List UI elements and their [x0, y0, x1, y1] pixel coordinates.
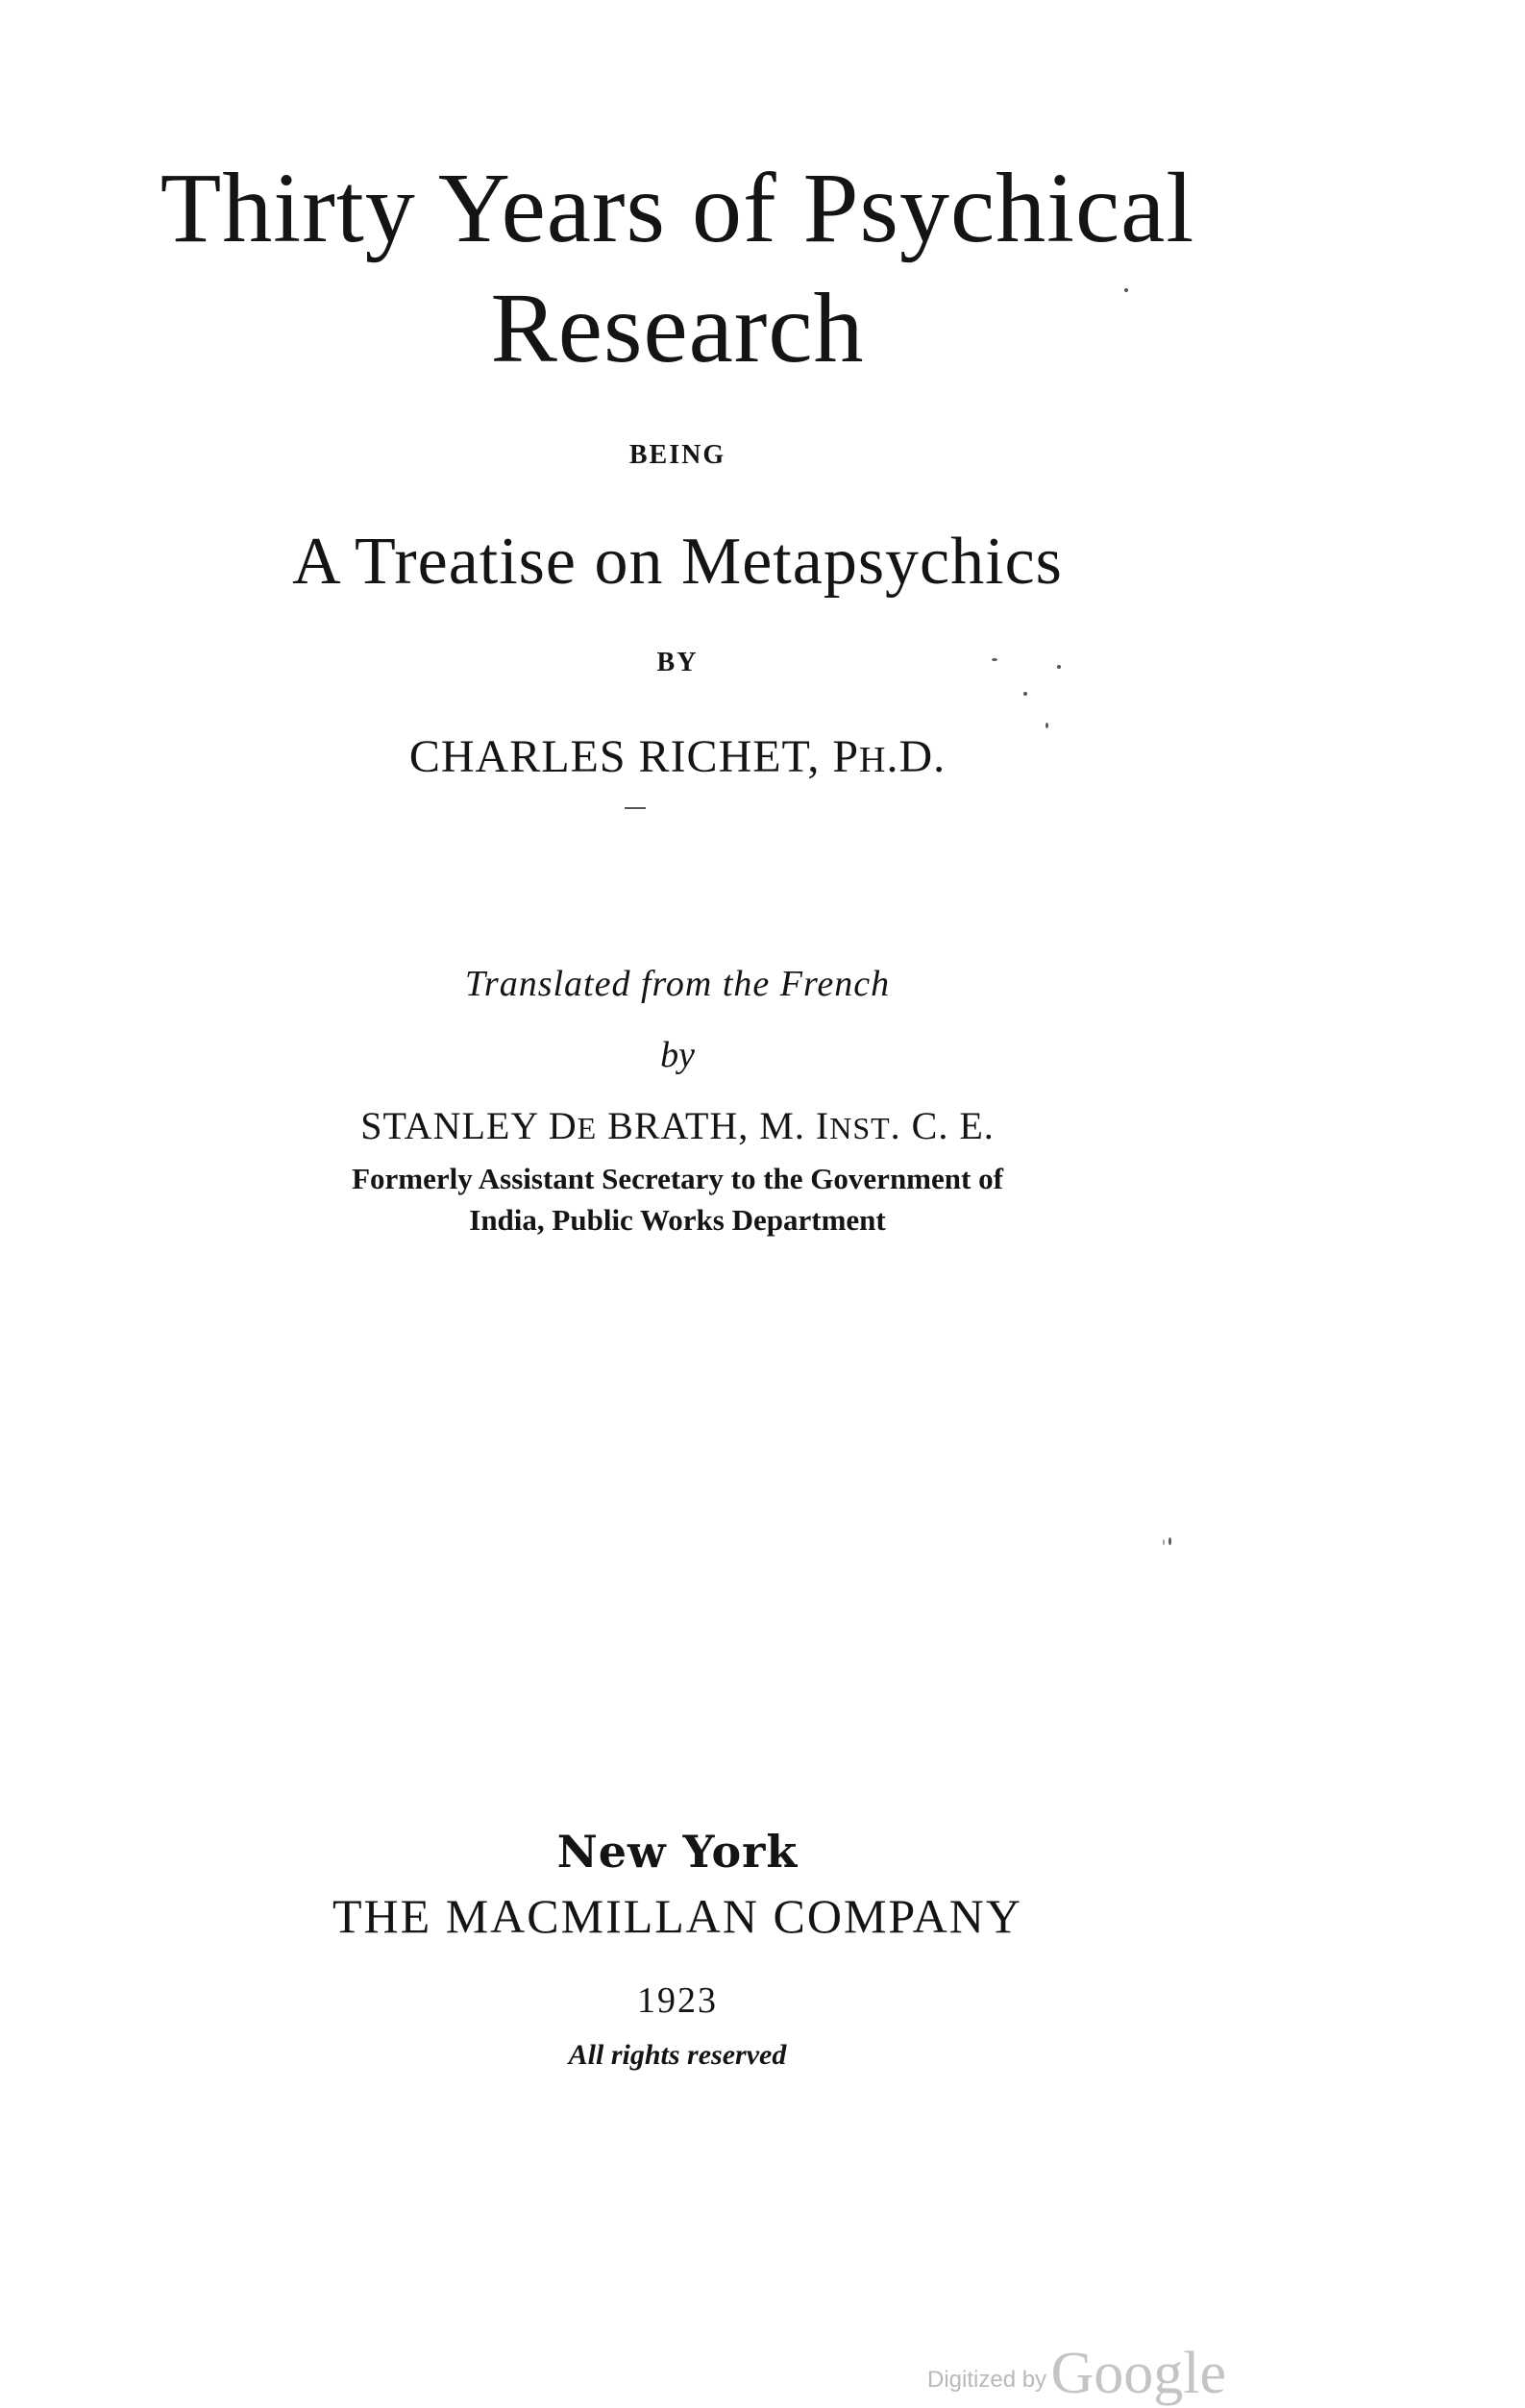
translator-inst-initial: I [815, 1104, 830, 1147]
publication-year: 1923 [637, 1980, 718, 2021]
book-title-line-1: Thirty Years of Psychical [160, 153, 1195, 263]
scan-speck [1045, 723, 1048, 728]
publisher-name: THE MACMILLAN COMPANY [332, 1889, 1022, 1943]
translator-name-part-2: BRATH, M. [597, 1104, 816, 1147]
by-italic: by [660, 1035, 695, 1075]
scan-speck [1023, 692, 1027, 696]
scan-speck [625, 807, 646, 809]
by-label: BY [656, 648, 699, 677]
translated-from: Translated from the French [464, 964, 891, 1004]
being-label: BEING [628, 440, 726, 470]
author-degree-rest: H [859, 740, 887, 780]
scan-speck [992, 658, 997, 661]
translator-inst-rest: NST [829, 1111, 891, 1145]
author-name: CHARLES RICHET, [408, 731, 821, 782]
scan-speck [1163, 1539, 1165, 1545]
translator-note-line-1: Formerly Assistant Secretary to the Government of [352, 1162, 1003, 1195]
digitized-by-label: Digitized by [927, 2367, 1047, 2393]
digitized-by-google-watermark [927, 2340, 1226, 2408]
translator-line [0, 1103, 1355, 1148]
translator-note-line-2: India, Public Works Department [469, 1203, 886, 1237]
publication-city: New York [556, 1826, 799, 1878]
translator-name-part-1: STANLEY [360, 1104, 549, 1147]
book-subtitle: A Treatise on Metapsychics [292, 525, 1063, 599]
translator-de-rest: E [577, 1111, 598, 1145]
scan-speck [1057, 665, 1061, 669]
translator-de-initial: D [548, 1104, 578, 1147]
author-line [0, 730, 1355, 783]
scan-speck [1124, 288, 1128, 292]
rights-notice: All rights reserved [568, 2039, 787, 2071]
google-logo: Google [1050, 2341, 1227, 2406]
translator-name-part-3: . C. E. [890, 1104, 995, 1147]
scan-speck [1168, 1537, 1171, 1545]
author-degree-end: .D. [886, 731, 947, 782]
book-title-line-2: Research [490, 273, 865, 383]
author-degree-initial: P [832, 731, 860, 782]
